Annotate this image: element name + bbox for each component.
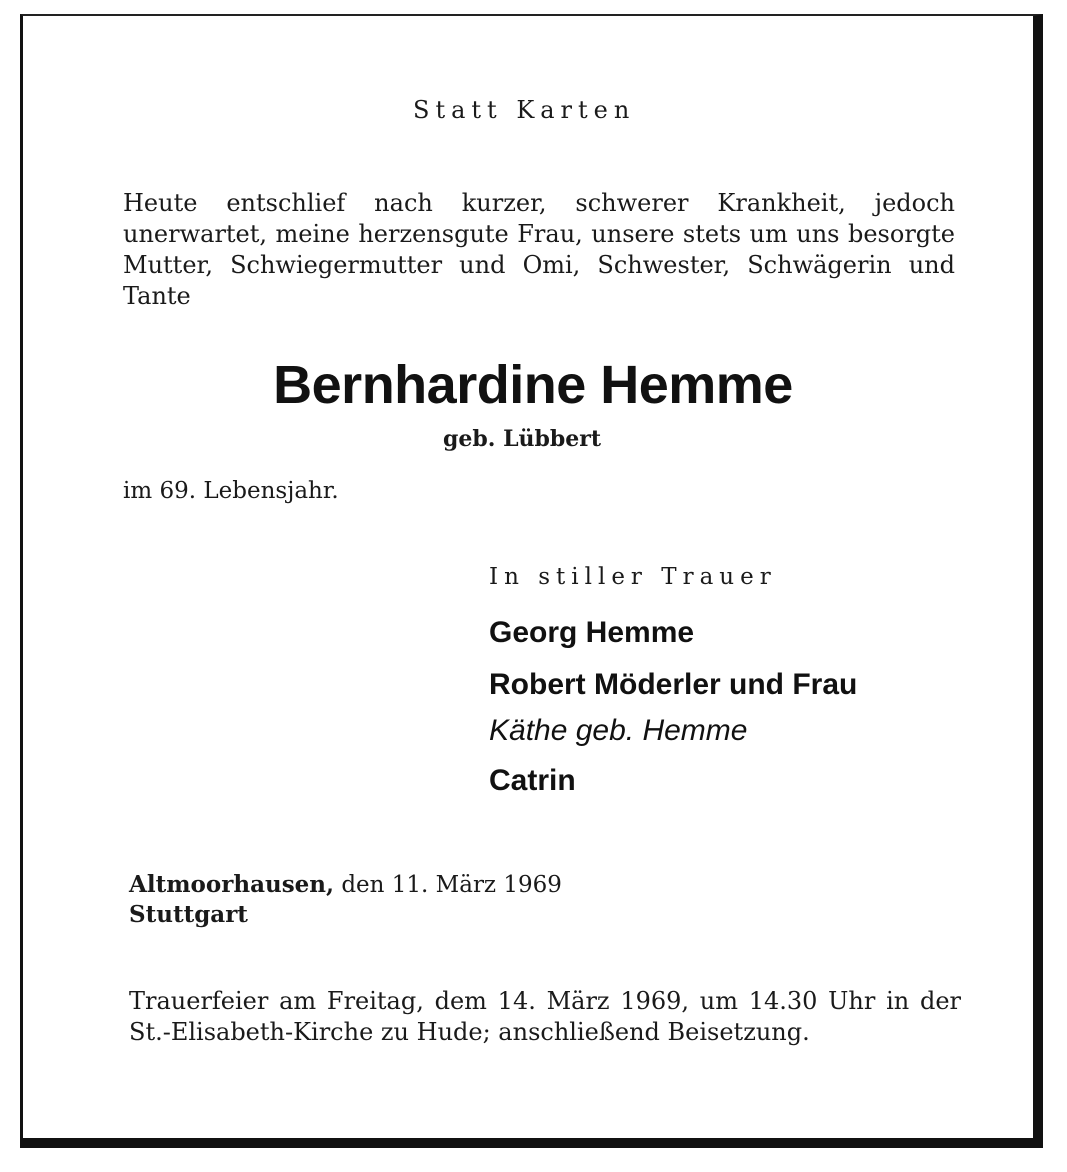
intro-text: Heute entschlief nach kurzer, schwerer Krankheit, jedoch unerwartet, meine herzensgute Frau, unsere stets um uns besorgte Mutter, Schwiegermutter und Omi, Schwester, Schwägerin und Tante bbox=[123, 189, 955, 310]
place-city2: Stuttgart bbox=[129, 901, 248, 928]
mourner-name: Robert Möderler und Frau bbox=[489, 668, 858, 701]
second-place-line bbox=[129, 900, 562, 930]
deceased-name: Bernhardine Hemme bbox=[273, 355, 793, 415]
place-line bbox=[129, 870, 562, 900]
notice-frame bbox=[20, 14, 1043, 1148]
deceased-age: im 69. Lebensjahr. bbox=[123, 478, 339, 504]
notice-header: Statt Karten bbox=[413, 96, 636, 124]
mourner-name: Catrin bbox=[489, 764, 576, 797]
deceased-birth-name: geb. Lübbert bbox=[443, 426, 602, 452]
place-town: Altmoorhausen, bbox=[129, 871, 335, 898]
place-date: den 11. März 1969 bbox=[341, 872, 562, 898]
service-text: Trauerfeier am Freitag, dem 14. März 1969, um 14.30 Uhr in der St.-Elisabeth-Kirche zu Hude; anschließend Beisetzung. bbox=[129, 987, 961, 1046]
place-date-block bbox=[129, 870, 562, 930]
mourner-name: Georg Hemme bbox=[489, 616, 695, 649]
mourning-heading: In stiller Trauer bbox=[489, 564, 777, 590]
mourner-name: Käthe geb. Hemme bbox=[489, 714, 748, 747]
